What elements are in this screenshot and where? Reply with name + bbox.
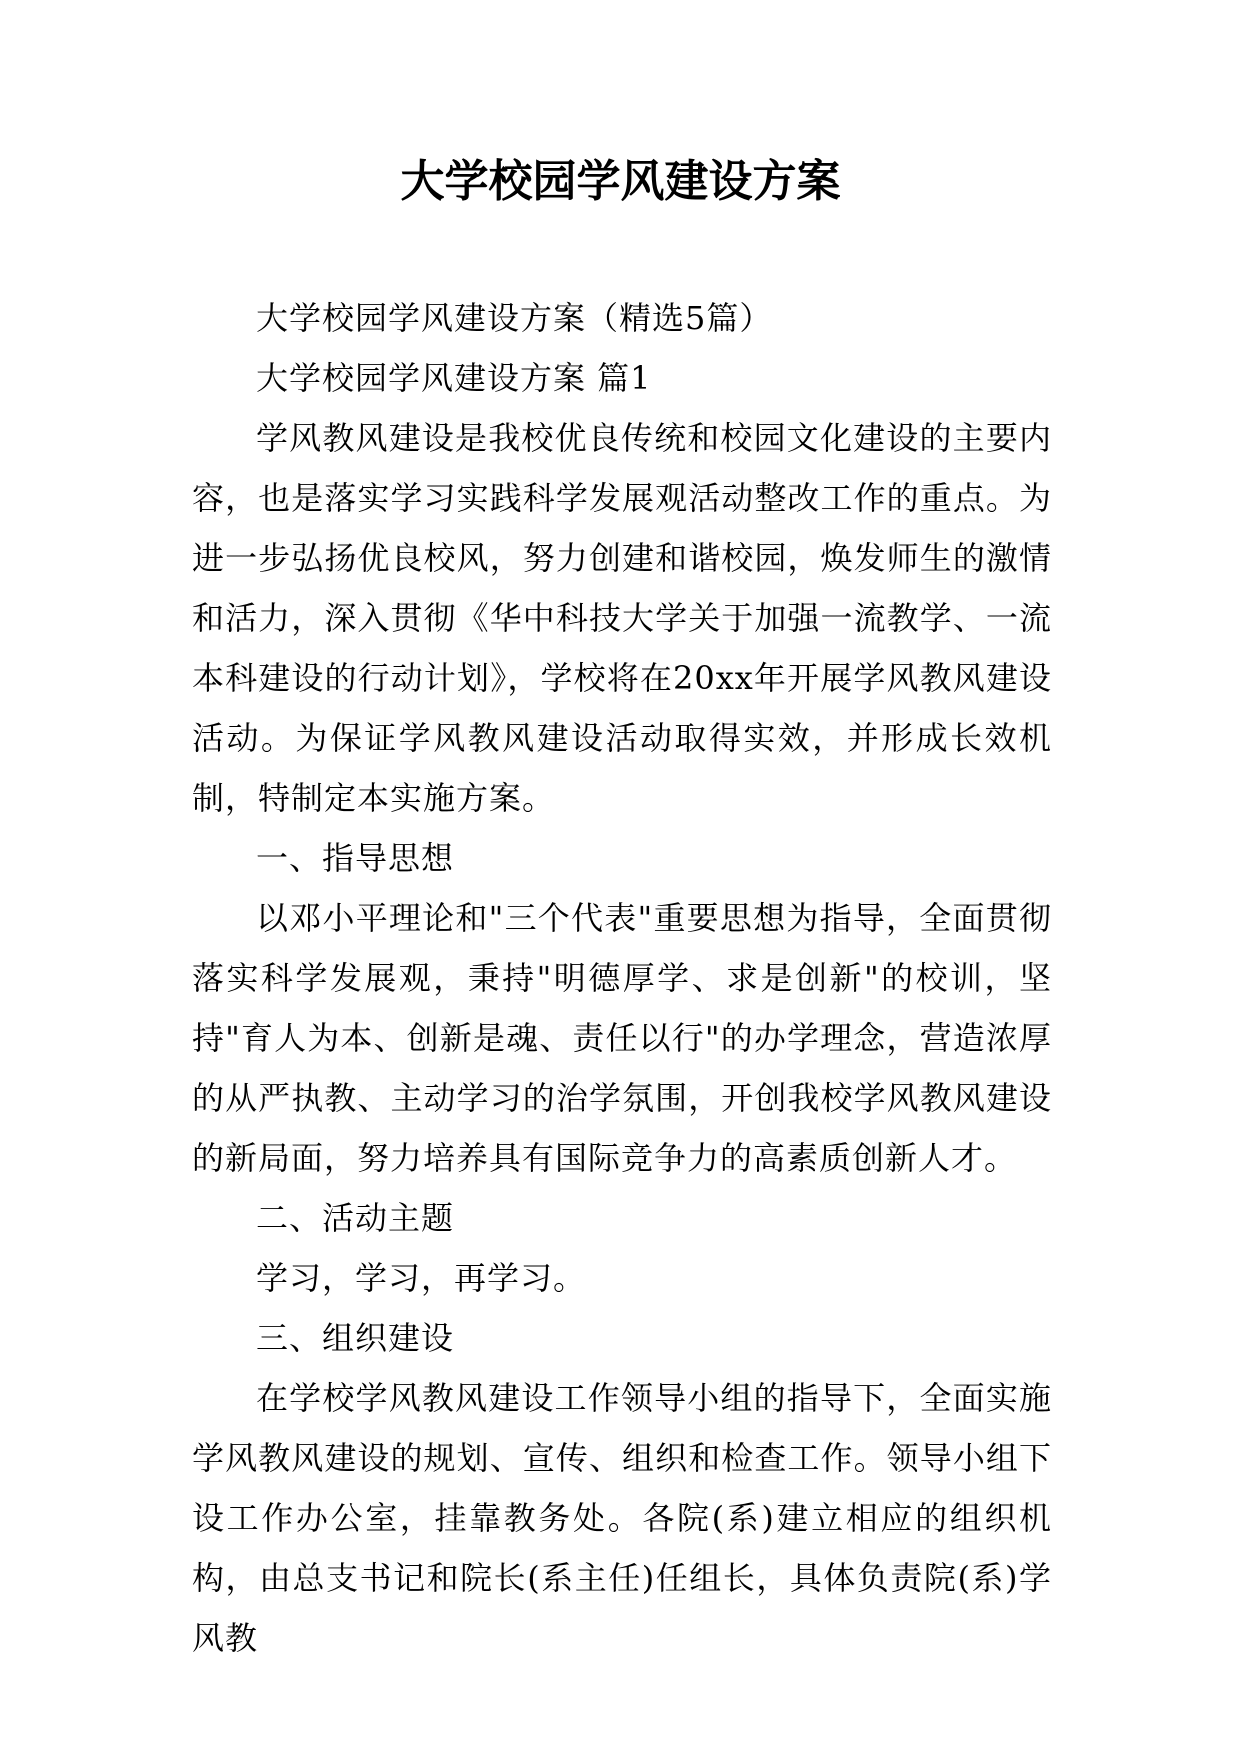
activity-theme-paragraph: 学习，学习，再学习。: [256, 1259, 587, 1297]
organization-paragraph: 在学校学风教风建设工作领导小组的指导下，全面实施学风教风建设的规划、宣传、组织和检查工作。领导小组下设工作办公室，挂靠教务处。各院(系)建立相应的组织机构，由总支书记和院长(系主任)任组长，具体负责院(系)学风教: [192, 1379, 1052, 1657]
guiding-ideology-paragraph: 以邓小平理论和"三个代表"重要思想为指导，全面贯彻落实科学发展观，秉持"明德厚学、求是创新"的校训，坚持"育人为本、创新是魂、责任以行"的办学理念，营造浓厚的从严执教、主动学习的治学氛围，开创我校学风教风建设的新局面，努力培养具有国际竞争力的高素质创新人才。: [192, 899, 1052, 1177]
heading-activity-theme: 二、活动主题: [256, 1199, 455, 1237]
heading-organization: 三、组织建设: [256, 1319, 455, 1357]
section-heading-part-1: 大学校园学风建设方案 篇1: [256, 359, 652, 397]
heading-guiding-ideology: 一、指导思想: [256, 839, 455, 877]
document-title: 大学校园学风建设方案: [400, 156, 841, 207]
subtitle-paragraph: 大学校园学风建设方案（精选5篇）: [256, 299, 773, 337]
document-body: [192, 288, 1052, 1668]
intro-paragraph: 学风教风建设是我校优良传统和校园文化建设的主要内容，也是落实学习实践科学发展观活动整改工作的重点。为进一步弘扬优良校风，努力创建和谐校园，焕发师生的激情和活力，深入贯彻《华中科技大学关于加强一流教学、一流本科建设的行动计划》，学校将在20xx年开展学风教风建设活动。为保证学风教风建设活动取得实效，并形成长效机制，特制定本实施方案。: [192, 419, 1052, 817]
